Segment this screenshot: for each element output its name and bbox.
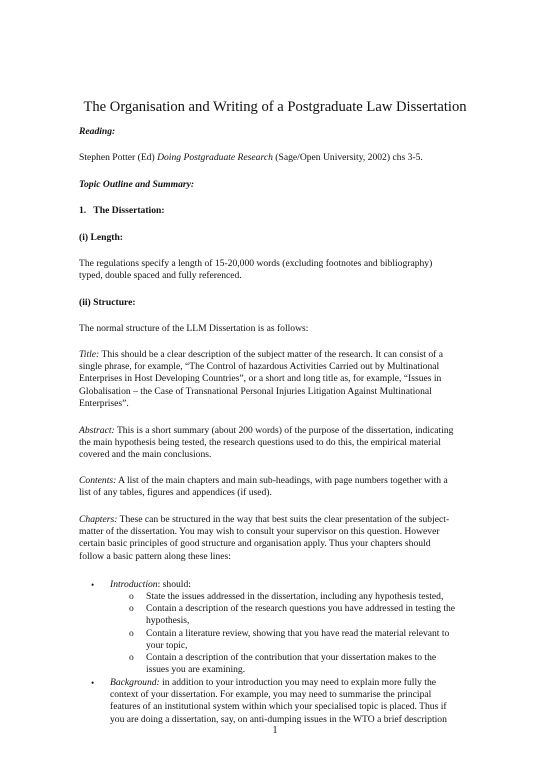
bullet-label: Introduction bbox=[110, 579, 158, 590]
reading-book-title: Doing Postgraduate Research bbox=[157, 152, 273, 163]
text-line: follow a basic pattern along these lines: bbox=[79, 550, 231, 562]
paragraph-label: Contents: bbox=[79, 475, 117, 486]
text-line: the main hypothesis being tested, the research questions used to do this, the empirical material bbox=[79, 437, 441, 449]
topic-heading: Topic Outline and Summary: bbox=[79, 179, 195, 190]
structure-intro: The normal structure of the LLM Dissertation is as follows: bbox=[79, 323, 309, 334]
sub-bullet-item bbox=[146, 603, 455, 627]
sub-bullet-icon: o bbox=[129, 652, 134, 663]
paragraph-label: Chapters: bbox=[79, 514, 118, 525]
text-line: in addition to your introduction you may need to explain more fully the bbox=[159, 677, 437, 688]
text-line: Globalisation – the Case of Transnational Personal Injuries Litigation Against Multinational bbox=[79, 385, 432, 397]
title-paragraph bbox=[79, 349, 479, 410]
length-paragraph bbox=[79, 258, 479, 282]
text-line: list of any tables, figures and appendices (if used). bbox=[79, 487, 272, 499]
contents-paragraph bbox=[79, 475, 479, 499]
text-line: Enterprises”. bbox=[79, 397, 129, 409]
structure-heading: (ii) Structure: bbox=[79, 297, 136, 308]
text-line: State the issues addressed in the dissertation, including any hypothesis tested, bbox=[146, 591, 444, 602]
text-line: context of your dissertation. For example, you may need to summarise the principal bbox=[110, 689, 432, 701]
text-line: These can be structured in the way that best suits the clear presentation of the subject- bbox=[117, 514, 450, 525]
text-line: This is a short summary (about 200 words) of the purpose of the dissertation, indicating bbox=[114, 425, 454, 436]
document-title: The Organisation and Writing of a Postgraduate Law Dissertation bbox=[83, 99, 467, 115]
text-line: Contain a literature review, showing that you have read the material relevant to bbox=[146, 628, 450, 639]
text-line: certain basic principles of good structure and organisation apply. Thus your chapters should bbox=[79, 538, 431, 550]
reading-reference bbox=[79, 152, 479, 164]
paragraph-label: Abstract: bbox=[79, 425, 115, 436]
reading-heading: Reading: bbox=[79, 126, 116, 137]
length-heading: (i) Length: bbox=[79, 232, 123, 243]
section-heading-dissertation: 1. The Dissertation: bbox=[79, 205, 165, 216]
bullet-label: Background: bbox=[110, 677, 160, 688]
chapters-paragraph bbox=[79, 514, 479, 563]
reading-author: Stephen Potter (Ed) bbox=[79, 152, 158, 163]
page-number: 1 bbox=[272, 725, 278, 736]
paragraph-label: Title: bbox=[79, 349, 100, 360]
text-line: features of an institutional system within which your specialised topic is placed. Thus if bbox=[110, 701, 447, 713]
text-line: Contain a description of the research questions you have addressed in testing the bbox=[146, 603, 456, 614]
sub-bullet-item bbox=[146, 652, 436, 676]
text-line: typed, double spaced and fully referenced. bbox=[79, 270, 242, 282]
bullet-introduction bbox=[110, 579, 191, 591]
text-line: A list of the main chapters and main sub-headings, with page numbers together with a bbox=[116, 475, 448, 486]
bullet-icon: • bbox=[91, 678, 95, 688]
sub-bullet-item bbox=[146, 628, 449, 652]
text-line: : should: bbox=[157, 579, 191, 590]
text-line: Contain a description of the contribution that your dissertation makes to the bbox=[146, 652, 437, 663]
text-line: covered and the main conclusions. bbox=[79, 449, 212, 461]
text-line: matter of the dissertation. You may wish to consult your supervisor on this question. However bbox=[79, 526, 440, 538]
text-line: This should be a clear description of the subject matter of the research. It can consist of a bbox=[99, 349, 444, 360]
text-line: The regulations specify a length of 15-20,000 words (excluding footnotes and bibliography) bbox=[79, 258, 433, 269]
sub-bullet-item bbox=[146, 591, 443, 603]
text-line: your topic, bbox=[146, 640, 188, 652]
sub-bullet-icon: o bbox=[129, 591, 134, 602]
reading-publisher: (Sage/Open University, 2002) chs 3-5. bbox=[272, 152, 423, 163]
text-line: hypothesis, bbox=[146, 615, 190, 627]
text-line: issues you are examining. bbox=[146, 664, 246, 676]
sub-bullet-icon: o bbox=[129, 603, 134, 614]
sub-bullet-icon: o bbox=[129, 628, 134, 639]
bullet-icon: • bbox=[91, 580, 95, 590]
text-line: Enterprises in Host Developing Countries”, or a short and long title as, for example, “Issues in bbox=[79, 373, 442, 385]
text-line: you are doing a dissertation, say, on anti-dumping issues in the WTO a brief description bbox=[110, 713, 447, 725]
abstract-paragraph bbox=[79, 425, 479, 462]
text-line: single phrase, for example, “The Control of hazardous Activities Carried out by Multinational bbox=[79, 361, 440, 373]
bullet-background bbox=[110, 677, 447, 726]
